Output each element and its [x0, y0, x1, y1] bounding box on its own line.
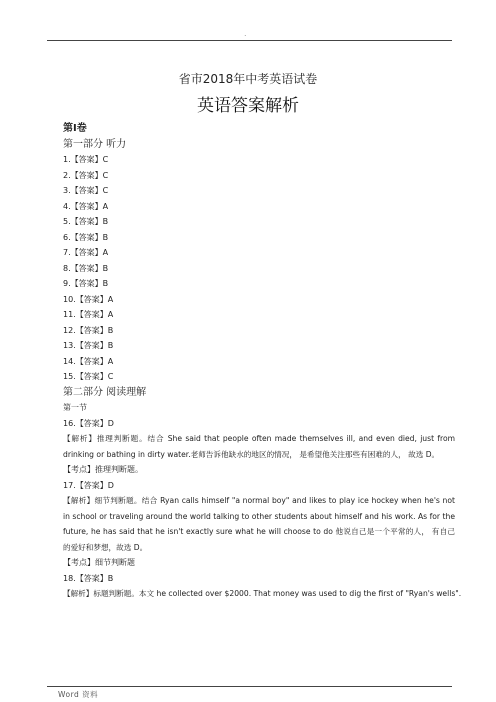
part2-heading: 第二部分 阅读理解 — [63, 386, 147, 398]
answer-line: 7.【答案】A — [63, 248, 109, 257]
answer-line: 2.【答案】C — [63, 170, 109, 180]
q17-analysis: 【解析】细节判断题。结合 Ryan calls himself "a normal boy" and likes to play ice hockey when he's not in school or traveling around the world talking to other students about himself and his work. As for the future, he has said that he isn't exactly sure what he will choose to do 他说自己是一个平常的人， 有自己的爱好和梦想，故选 D。 — [63, 496, 455, 552]
answer-line: 12.【答案】B — [63, 325, 114, 335]
answer-line: 14.【答案】A — [63, 356, 114, 366]
answer-line: 5.【答案】B — [63, 217, 109, 226]
answer-line: 8.【答案】B — [63, 263, 109, 273]
part1-heading: 第一部分 听力 — [63, 138, 127, 150]
q16-analysis: 【解析】推理判断题。结合 She said that people often made themselves ill, and even died, just from drinking or bathing in dirty water.老师告诉他缺水的地区的情况， 是希望他关注那些有困难的人， 故选 D。 — [63, 434, 455, 459]
volume-heading: 第Ⅰ卷 — [63, 123, 87, 134]
answer-line: 9.【答案】B — [63, 279, 109, 288]
answer-line: 15.【答案】C — [63, 372, 114, 381]
answer-content — [63, 121, 462, 602]
answer-line: 10.【答案】A — [63, 294, 114, 304]
answer-line: 3.【答案】C — [63, 186, 109, 195]
answer-line: 11.【答案】A — [63, 310, 114, 319]
footer-rule — [47, 686, 452, 687]
section-heading: 第一节 — [63, 403, 87, 412]
answer-line: 6.【答案】B — [63, 232, 109, 242]
q16-point: 【考点】推理判断题。 — [63, 465, 143, 474]
answer-line: 13.【答案】B — [63, 341, 114, 350]
document-subtitle: 英语答案解析 — [197, 96, 299, 116]
document-title: 省市2018年中考英语试卷 — [178, 72, 318, 86]
header-rule — [47, 40, 452, 41]
header-dot: . — [244, 29, 247, 38]
q18-analysis: 【解析】标题判断题。本文 he collected over $2000. That money was used to dig the first of "Ryan's wells". — [63, 589, 462, 598]
footer-text: Word 资料 — [58, 690, 99, 699]
q16-answer: 16.【答案】D — [63, 418, 114, 428]
q18-answer: 18.【答案】B — [63, 573, 114, 583]
answer-line: 4.【答案】A — [63, 201, 109, 211]
q17-point: 【考点】细节判断题 — [63, 558, 135, 567]
answer-line: 1.【答案】C — [63, 155, 109, 164]
q17-answer: 17.【答案】D — [63, 480, 114, 490]
